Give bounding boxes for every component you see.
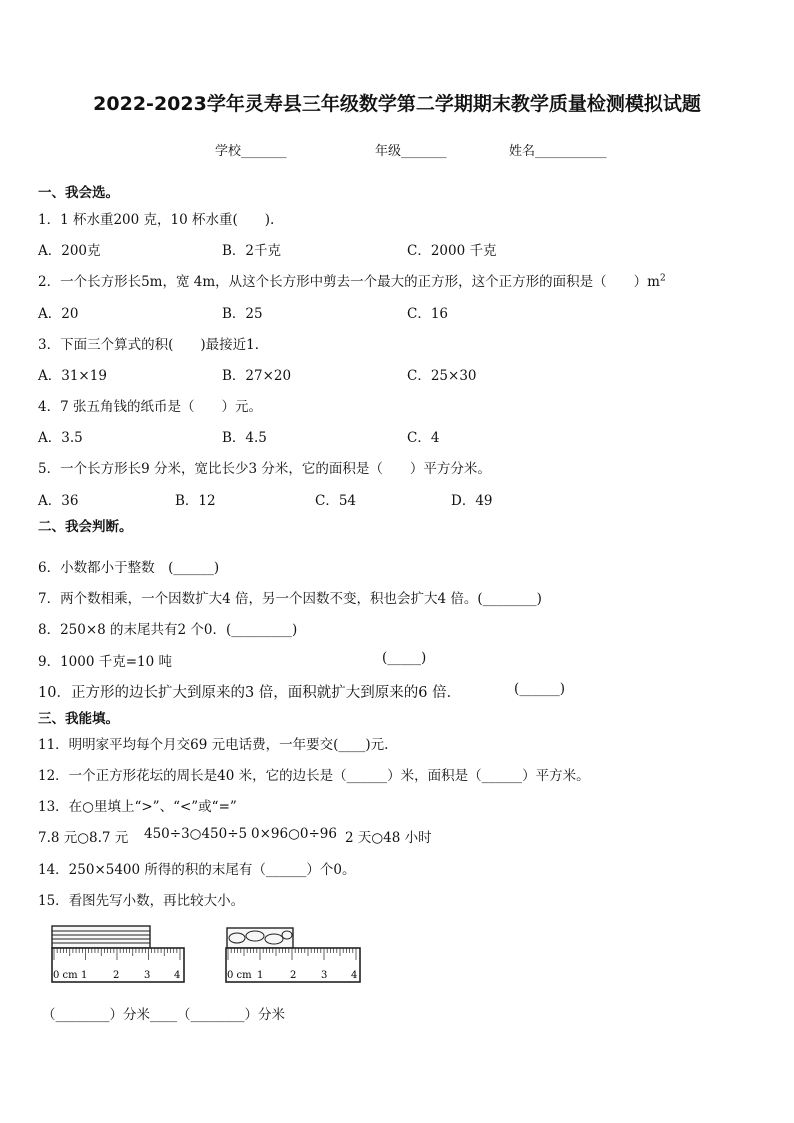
question-13: 13．在○里填上“>”、“<”或“=” <box>38 799 237 815</box>
q2-option-a[interactable]: A．20 <box>38 306 79 322</box>
name-field[interactable]: 姓名___________ <box>509 144 607 159</box>
question-2-superscript: 2 <box>659 273 666 284</box>
q13-item: 7.8 元○8.7 元 <box>38 830 129 846</box>
question-4: 4．7 张五角钱的纸币是（ ）元。 <box>38 399 262 415</box>
q1-option-c[interactable]: C．2000 千克 <box>407 243 497 259</box>
question-3: 3．下面三个算式的积( )最接近1． <box>38 337 269 353</box>
question-11: 11．明明家平均每个月交69 元电话费，一年要交(____)元. <box>38 737 389 753</box>
ruler-figure-2 <box>224 922 364 986</box>
question-9-answer-blank[interactable]: (_____) <box>382 650 427 666</box>
question-15: 15．看图先写小数，再比较大小。 <box>38 893 245 909</box>
q4-option-c[interactable]: C．4 <box>407 430 440 446</box>
q13-item: 450÷3○450÷5 <box>144 826 248 842</box>
question-14: 14．250×5400 所得的积的末尾有（______）个0。 <box>38 862 356 878</box>
ruler-2-label-3: 3 <box>321 970 328 981</box>
section-1-heading: 一、我会选。 <box>38 185 119 201</box>
ruler-1-label-3: 3 <box>144 970 151 981</box>
question-12: 12．一个正方形花坛的周长是40 米，它的边长是（______）米，面积是（______）平方米。 <box>38 768 590 784</box>
q3-option-a[interactable]: A．31×19 <box>38 368 107 384</box>
q4-option-b[interactable]: B．4.5 <box>222 430 267 446</box>
question-10-answer-blank[interactable]: (______) <box>514 681 566 697</box>
question-9: 9．1000 千克=10 吨 <box>38 654 173 670</box>
section-2-heading: 二、我会判断。 <box>38 519 133 535</box>
question-7: 7．两个数相乘，一个因数扩大4 倍，另一个因数不变，积也会扩大4 倍。(________) <box>38 591 542 607</box>
ruler-2-label-0: 0 cm <box>227 970 252 981</box>
q5-option-a[interactable]: A．36 <box>38 493 79 509</box>
ruler-figure-1 <box>50 922 186 986</box>
question-5: 5．一个长方形长9 分米，宽比长少3 分米，它的面积是（ ）平方分米。 <box>38 461 491 477</box>
ruler-2-label-1: 1 <box>257 970 264 981</box>
q5-option-c[interactable]: C．54 <box>315 493 357 509</box>
q4-option-a[interactable]: A．3.5 <box>38 430 83 446</box>
school-field[interactable]: 学校_______ <box>215 144 287 159</box>
question-2-text: 2．一个长方形长5m，宽 4m，从这个长方形中剪去一个最大的正方形，这个正方形的面积是（ ）m <box>38 274 660 290</box>
q5-option-d[interactable]: D．49 <box>451 493 493 509</box>
grade-field[interactable]: 年级_______ <box>375 144 447 159</box>
q13-item: 2 天○48 小时 <box>345 830 432 846</box>
question-15-answer[interactable]: （________）分米____（________）分米 <box>42 1007 285 1023</box>
q13-item: 0×96○0÷96 <box>251 826 337 842</box>
question-10: 10．正方形的边长扩大到原来的3 倍，面积就扩大到原来的6 倍． <box>38 685 462 701</box>
q3-option-b[interactable]: B．27×20 <box>222 368 292 384</box>
ruler-2-label-2: 2 <box>290 970 297 981</box>
ruler-1-label-2: 2 <box>113 970 120 981</box>
page-title: 2022-2023学年灵寿县三年级数学第二学期期末教学质量检测模拟试题 <box>93 93 701 115</box>
q3-option-c[interactable]: C．25×30 <box>407 368 477 384</box>
q1-option-a[interactable]: A．200克 <box>38 243 101 259</box>
question-8: 8．250×8 的末尾共有2 个0．(_________) <box>38 622 298 638</box>
q2-option-c[interactable]: C．16 <box>407 306 449 322</box>
ruler-2-label-4: 4 <box>351 970 358 981</box>
q1-option-b[interactable]: B．2千克 <box>222 243 282 259</box>
strip-object-1 <box>52 926 150 948</box>
q2-option-b[interactable]: B．25 <box>222 306 263 322</box>
question-2 <box>38 270 666 290</box>
section-3-heading: 三、我能填。 <box>38 711 119 727</box>
q5-option-b[interactable]: B．12 <box>175 493 216 509</box>
ruler-1-label-0: 0 cm <box>53 970 78 981</box>
ruler-1-label-1: 1 <box>81 970 88 981</box>
question-6: 6．小数都小于整数 (______) <box>38 560 220 576</box>
ruler-1-label-4: 4 <box>174 970 181 981</box>
question-1: 1．1 杯水重200 克，10 杯水重( ). <box>38 212 275 228</box>
